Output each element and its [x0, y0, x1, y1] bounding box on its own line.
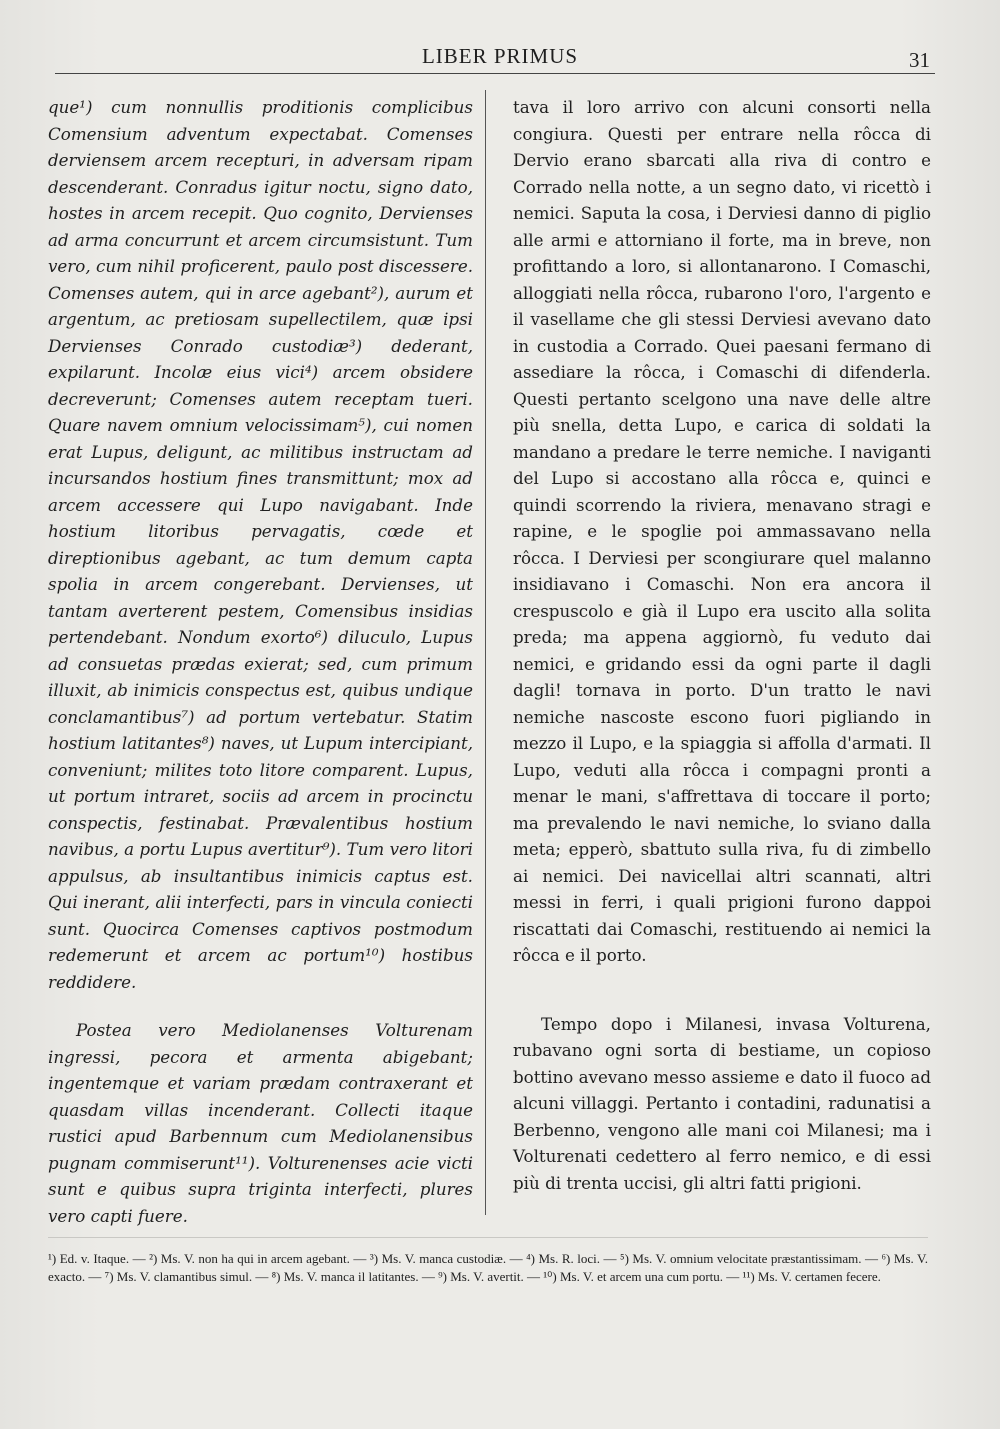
latin-paragraph-2: Postea vero Mediolanenses Volturenam ingressi, pecora et armenta abigebant; ingentemque et variam prædam contraxerant et quasdam villas incenderant. Collecti itaque rustici apud Barbennum cum Mediolanensibus pugnam commiserunt¹¹). Volturenenses acie victi sunt e quibus supra triginta interfecti, plures vero capti fuere.: [48, 1020, 473, 1226]
italian-paragraph-1: tava il loro arrivo con alcuni consorti nella congiura. Questi per entrare nella rôcca di Dervio erano sbarcati alla riva di contro e Corrado nella notte, a un segno dato, vi ricettò i nemici. Saputa la cosa, i Derviesi danno di piglio alle armi e attorniano il forte, ma in breve, non profittando a loro, si allontanarono. I Comaschi, alloggiati nella rôcca, rubarono l'oro, l'argento e il vasellame che gli stessi Derviesi avevano dato in custodia a Corrado. Quei paesani fermano di assediare la rôcca, i Comaschi di difenderla. Questi pertanto scelgono una nave delle altre più snella, detta Lupo, e carica di soldati la mandano a predare le terre nemiche. I naviganti del Lupo si accostano alla rôcca e, quinci e quindi scorrendo la riviera, menavano stragi e rapine, e le spoglie poi ammassavano nella rôcca. I Derviesi per scongiurare quel malanno insidiavano i Comaschi. Non era ancora il crespuscolo e già il Lupo era uscito alla solita preda; ma appena aggiornò, fu veduto dai nemici, e gridando essi da ogni parte il dagli dagli! tornava in porto. D'un tratto le navi nemiche nascoste escono fuori pigliando in mezzo il Lupo, e la spiaggia si affolla d'armati. Il Lupo, veduti alla rôcca i compagni pronti a menar le mani, s'affrettava di toccare il porto; ma prevalendo le navi nemiche, lo sviano dalla meta; epperò, sbattuto sulla riva, fu di zimbello ai nemici. Dei navicellai altri scannati, altri messi in ferri, i quali prigioni furono dappoi riscattati dai Comaschi, restituendo ai nemici la rôcca e il porto.: [513, 97, 931, 965]
footnote-rule: [48, 1237, 928, 1238]
italian-paragraph-2: Tempo dopo i Milanesi, invasa Volturena, rubavano ogni sorta di bestiame, un copioso bottino avevano messo assieme e dato il fuoco ad alcuni villaggi. Pertanto i contadini, radunatisi a Berbenno, vengono alle mani coi Milanesi; ma i Volturenati cedettero al ferro nemico, e di essi più di trenta uccisi, gli altri fatti prigioni.: [513, 1013, 931, 1193]
page-number: 31: [909, 48, 930, 72]
paragraph-gap: [48, 995, 473, 1017]
column-divider: [485, 90, 486, 1215]
running-head: [0, 44, 1000, 74]
latin-column: [48, 94, 473, 1229]
footnotes: [48, 1250, 928, 1286]
italian-column: [513, 94, 931, 1196]
footnotes-text: ¹) Ed. v. Itaque. — ²) Ms. V. non ha qui in arcem agebant. — ³) Ms. V. manca custodiæ. — ⁴) Ms. R. loci. — ⁵) Ms. V. omnium velocitate præstantissimam. — ⁶) Ms. V. exacto. — ⁷) Ms. V. clamantibus simul. — ⁸) Ms. V. manca il latitantes. — ⁹) Ms. V. avertit. — ¹⁰) Ms. V. et arcem una cum portu. — ¹¹) Ms. V. certamen fecere.: [48, 1251, 928, 1284]
paragraph-gap: [513, 969, 931, 1011]
header-rule: [55, 73, 935, 74]
latin-paragraph-1: que¹) cum nonnullis proditionis complicibus Comensium adventum expectabat. Comenses derviensem arcem recepturi, in adversam ripam descenderant. Conradus igitur noctu, signo dato, hostes in arcem recepit. Quo cognito, Dervienses ad arma concurrunt et arcem circumsistunt. Tum vero, cum nihil proficerent, paulo post discessere. Comenses autem, qui in arce agebant²), aurum et argentum, ac pretiosam supellectilem, quæ ipsi Dervienses Conrado custodiæ³) dederant, expilarunt. Incolæ eius vici⁴) arcem obsidere decreverunt; Comenses autem receptam tueri. Quare navem omnium velocissimam⁵), cui nomen erat Lupus, deligunt, ac militibus instructam ad incursandos hostium fines transmittunt; mox ad arcem accessere qui Lupo navigabant. Inde hostium litoribus pervagatis, cœde et direptionibus agebant, ac tum demum capta spolia in arcem congerebant. Dervienses, ut tantam averterent pestem, Comensibus insidias pertendebant. Nondum exorto⁶) diluculo, Lupus ad consuetas prædas exierat; sed, cum primum illuxit, ab inimicis conspectus est, quibus undique conclamantibus⁷) ad portum vertebatur. Statim hostium latitantes⁸) naves, ut Lupum intercipiant, conveniunt; milites toto litore comparent. Lupus, ut portum intraret, sociis ad arcem in procinctu conspectis, festinabat. Prævalentibus hostium navibus, a portu Lupus avertitur⁹). Tum vero litori appulsus, ab insultantibus inimicis captus est. Qui inerant, alii interfecti, pars in vincula coniecti sunt. Quocirca Comenses captivos postmodum redemerunt et arcem ac portum¹⁰) hostibus reddidere.: [48, 97, 473, 992]
running-title: LIBER PRIMUS: [421, 44, 579, 68]
